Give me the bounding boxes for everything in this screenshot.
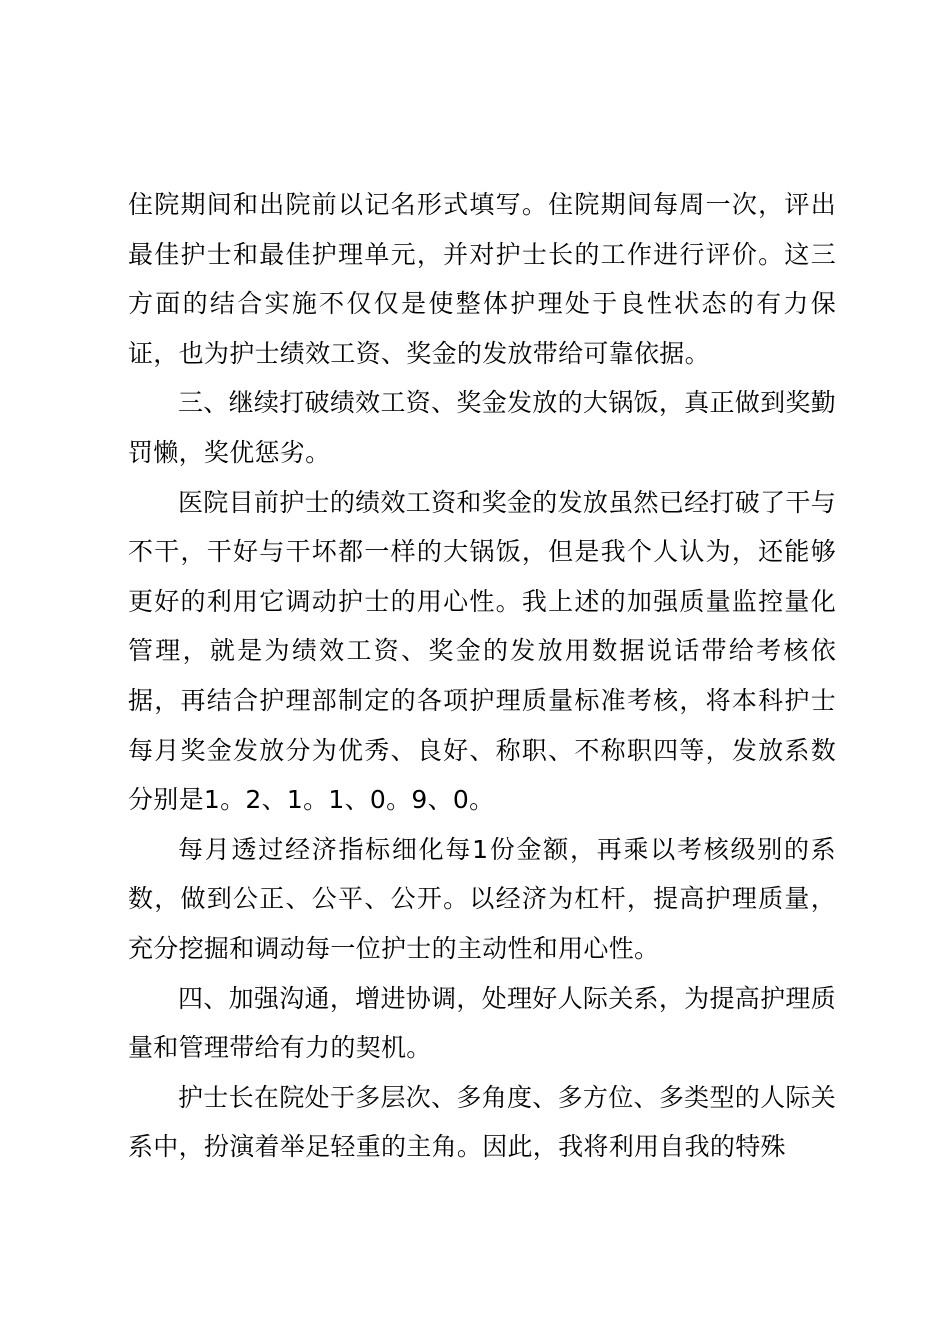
- paragraph-5: 四、加强沟通，增进协调，处理好人际关系，为提高护理质量和管理带给有力的契机。: [128, 983, 836, 1063]
- document-page: [128, 180, 836, 1172]
- paragraph-2: 三、继续打破绩效工资、奖金发放的大锅饭，真正做到奖勤罚懒，奖优惩劣。: [128, 388, 836, 467]
- paragraph-3: 医院目前护士的绩效工资和奖金的发放虽然已经打破了干与不干，干好与干坏都一样的大锅饭，但是我个人认为，还能够更好的利用它调动护士的用心性。我上述的加强质量监控量化管理，就是为绩效工资、奖金的发放用数据说话带给考核依据，再结合护理部制定的各项护理质量标准考核，将本科护士每月奖金发放分为优秀、良好、称职、不称职四等，发放系数分别是1。2、1。1、0。9、0。: [128, 487, 836, 815]
- paragraph-6: 护士长在院处于多层次、多角度、多方位、多类型的人际关系中，扮演着举足轻重的主角。因此，我将利用自我的特殊: [128, 1082, 836, 1162]
- paragraph-4: 每月透过经济指标细化每1份金额，再乘以考核级别的系数，做到公正、公平、公开。以经济为杠杆，提高护理质量，充分挖掘和调动每一位护士的主动性和用心性。: [128, 834, 836, 963]
- paragraph-1: 住院期间和出院前以记名形式填写。住院期间每周一次，评出最佳护士和最佳护理单元，并对护士长的工作进行评价。这三方面的结合实施不仅仅是使整体护理处于良性状态的有力保证，也为护士绩效工资、奖金的发放带给可靠依据。: [128, 190, 836, 368]
